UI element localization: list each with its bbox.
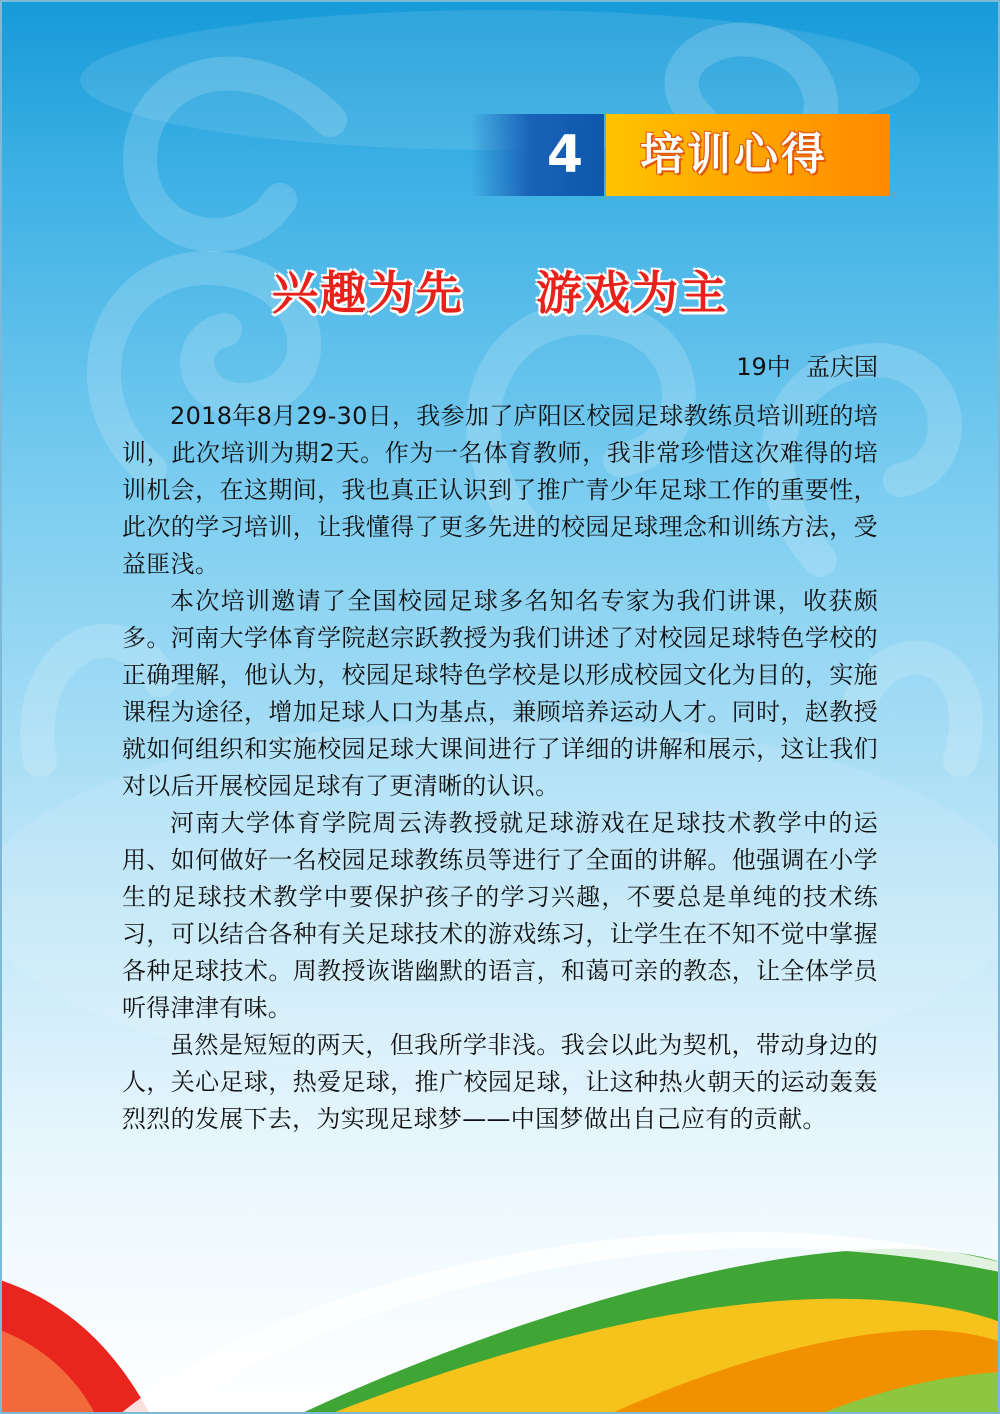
body-paragraph: 虽然是短短的两天，但我所学非浅。我会以此为契机，带动身边的人，关心足球，热爱足球，推广校园足球，让这种热火朝天的运动轰轰烈烈的发展下去，为实现足球梦——中国梦做出自己应有的贡献。: [122, 1031, 878, 1133]
section-header: [470, 114, 890, 196]
article-author: 19中 孟庆国: [736, 353, 878, 381]
article-body: [122, 398, 878, 1138]
article-title: 兴趣为先 游戏为主: [271, 266, 729, 320]
body-paragraph: 2018年8月29-30日，我参加了庐阳区校园足球教练员培训班的培训，此次培训为期2天。作为一名体育教师，我非常珍惜这次难得的培训机会，在这期间，我也真正认识到了推广青少年足球工作的重要性，此次的学习培训，让我懂得了更多先进的校园足球理念和训练方法，受益匪浅。: [122, 402, 878, 578]
section-label: 培训心得: [640, 129, 828, 180]
section-label-box: [606, 114, 890, 196]
section-number: 4: [546, 125, 584, 185]
body-paragraph: 河南大学体育学院周云涛教授就足球游戏在足球技术教学中的运用、如何做好一名校园足球教练员等进行了全面的讲解。他强调在小学生的足球技术教学中要保护孩子的学习兴趣，不要总是单纯的技术练习，可以结合各种有关足球技术的游戏练习，让学生在不知不觉中掌握各种足球技术。周教授诙谐幽默的语言，和蔼可亲的教态，让全体学员听得津津有味。: [122, 809, 878, 1022]
section-number-box: [470, 114, 604, 196]
body-paragraph: 本次培训邀请了全国校园足球多名知名专家为我们讲课，收获颇多。河南大学体育学院赵宗跃教授为我们讲述了对校园足球特色学校的正确理解，他认为，校园足球特色学校是以形成校园文化为目的，实施课程为途径，增加足球人口为基点，兼顾培养运动人才。同时，赵教授就如何组织和实施校园足球大课间进行了详细的讲解和展示，这让我们对以后开展校园足球有了更清晰的认识。: [122, 587, 878, 800]
